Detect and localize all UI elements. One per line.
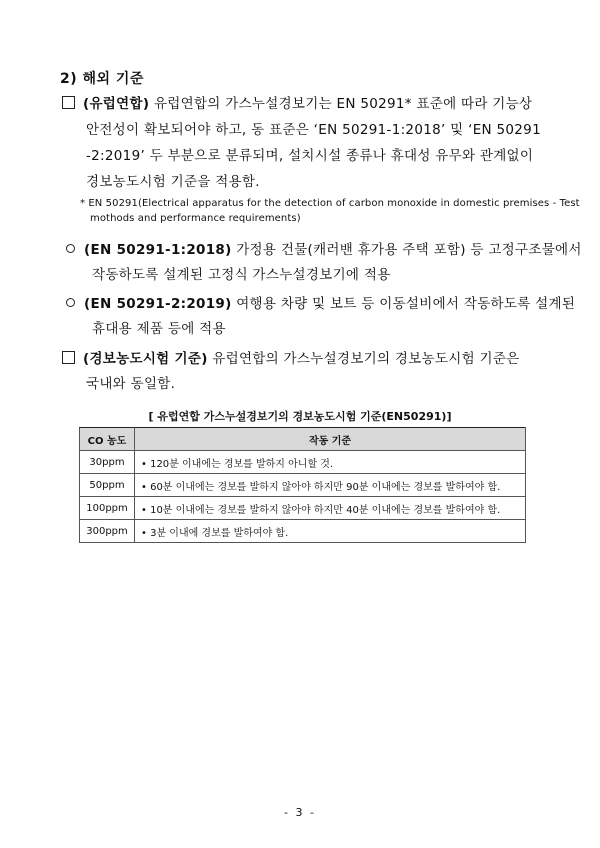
alarm-test-line-2: 국내와 동일함. <box>86 376 176 392</box>
table-row <box>80 474 526 497</box>
table-row <box>80 451 526 474</box>
eu-line-1: 유럽연합의 가스누설경보기는 EN 50291* 표준에 따라 기능상 <box>149 96 533 112</box>
part1-line-2: 작동하도록 설계된 고정식 가스누설경보기에 적용 <box>92 267 391 283</box>
row-concentration: 100ppm <box>80 497 135 520</box>
part1-text-1: 가정용 건물(캐러밴 휴가용 주택 포함) 등 고정구조물에서 <box>231 242 582 258</box>
part2-text-1: 여행용 차량 및 보트 등 이동설비에서 작동하도록 설계된 <box>231 296 576 312</box>
row-concentration: 50ppm <box>80 474 135 497</box>
table-header-row <box>80 428 526 451</box>
footnote-line-2: mothods and performance requirements) <box>90 213 301 224</box>
footnote-line-1: * EN 50291(Electrical apparatus for the detection of carbon monoxide in domestic premises - Test <box>80 198 580 209</box>
part2-label: (EN 50291-2:2019) <box>84 296 232 312</box>
alarm-test-text-1: 유럽연합의 가스누설경보기의 경보농도시험 기준은 <box>207 351 520 367</box>
header-co-concentration: CO 농도 <box>80 428 135 451</box>
row-concentration: 30ppm <box>80 451 135 474</box>
eu-label: (유럽연합) <box>83 96 150 112</box>
table-row <box>80 520 526 543</box>
page-number: - 3 - <box>284 806 316 819</box>
row-criterion: • 120분 이내에는 경보를 발하지 아니할 것. <box>135 451 526 474</box>
table-row <box>80 497 526 520</box>
eu-line-4: 경보농도시험 기준을 적용함. <box>86 174 260 190</box>
part1-line-1 <box>66 237 582 263</box>
circle-bullet-icon <box>66 298 75 307</box>
row-concentration: 300ppm <box>80 520 135 543</box>
part2-line-2: 휴대용 제품 등에 적용 <box>92 321 226 337</box>
section-title: 2) 해외 기준 <box>60 71 144 87</box>
circle-bullet-icon <box>66 244 75 253</box>
alarm-test-line-1 <box>62 346 520 372</box>
row-criterion: • 3분 이내에 경보를 발하여야 함. <box>135 520 526 543</box>
square-bullet-icon <box>62 96 75 109</box>
square-bullet-icon <box>62 351 75 364</box>
row-criterion: • 60분 이내에는 경보를 발하지 않아야 하지만 90분 이내에는 경보를 발하여야 함. <box>135 474 526 497</box>
eu-paragraph-line-1 <box>62 91 532 117</box>
alarm-criteria-table <box>79 427 526 543</box>
row-criterion: • 10분 이내에는 경보를 발하지 않아야 하지만 40분 이내에는 경보를 발하여야 함. <box>135 497 526 520</box>
eu-line-3: -2:2019’ 두 부분으로 분류되며, 설치시설 종류나 휴대성 유무와 관계없이 <box>86 148 534 164</box>
table-caption: [ 유럽연합 가스누설경보기의 경보농도시험 기준(EN50291)] <box>148 410 452 423</box>
alarm-test-label: (경보농도시험 기준) <box>83 351 208 367</box>
header-operating-criterion: 작동 기준 <box>135 428 526 451</box>
part1-label: (EN 50291-1:2018) <box>84 242 232 258</box>
eu-line-2: 안전성이 확보되어야 하고, 동 표준은 ‘EN 50291-1:2018’ 및 ‘EN 50291 <box>86 122 541 138</box>
part2-line-1 <box>66 291 575 317</box>
